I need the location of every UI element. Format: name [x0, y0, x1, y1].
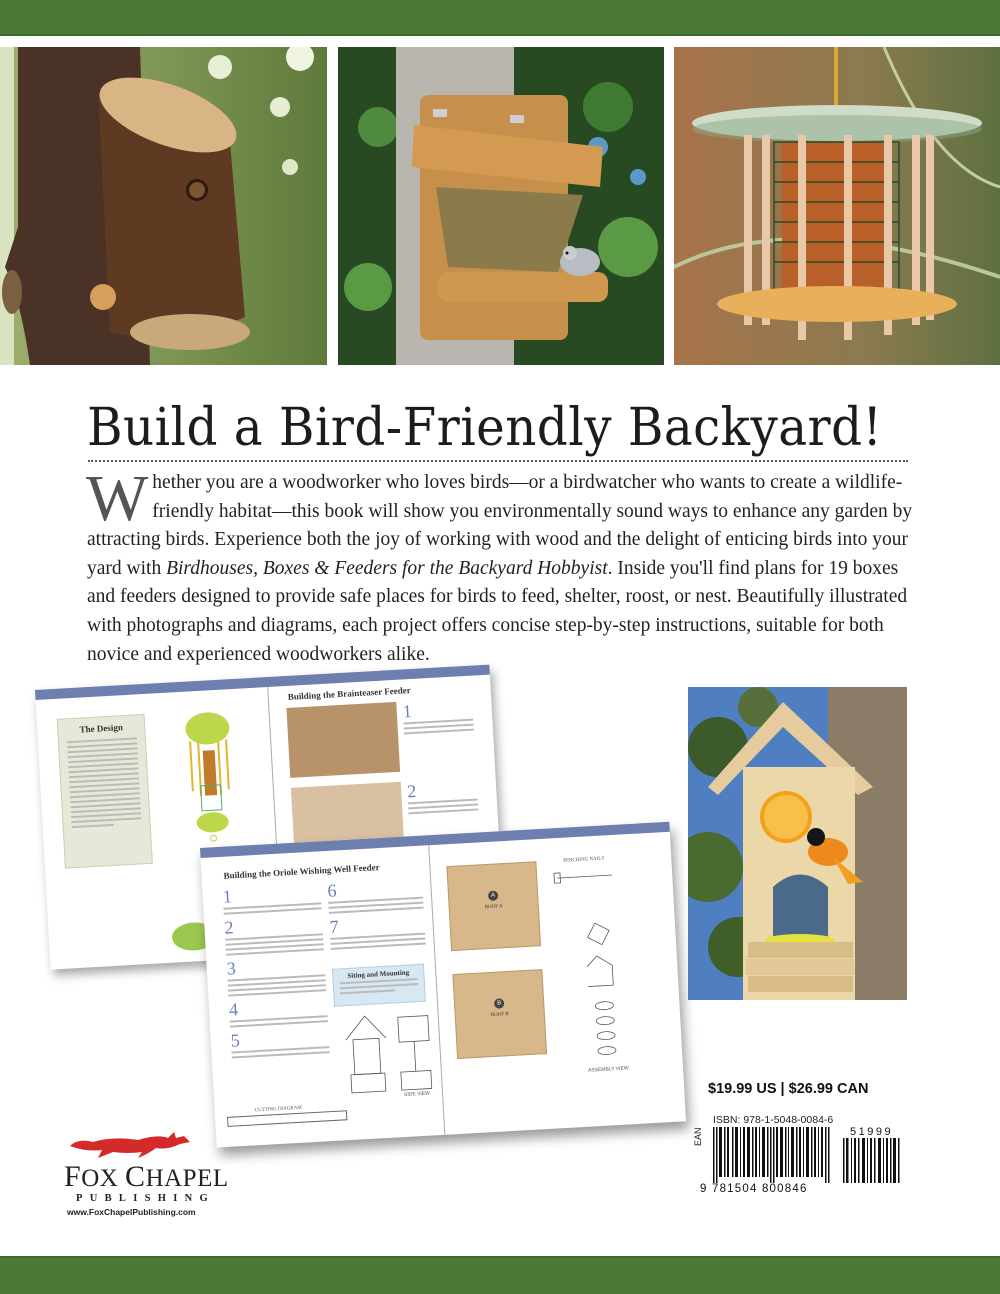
- log-birdhouse-photo: [0, 47, 327, 365]
- oriole-feeder-photo: [688, 687, 907, 1000]
- publisher-url[interactable]: www.FoxChapelPublishing.com: [67, 1207, 196, 1217]
- assembly-view-label: ASSEMBLY VIEW: [587, 1065, 629, 1074]
- top-green-band: [0, 0, 1000, 36]
- step-1-text: 1: [402, 698, 474, 738]
- spread-header-bar: [35, 665, 490, 700]
- cutting-diagram: [227, 1110, 347, 1127]
- description-paragraph: [86, 462, 927, 669]
- headline: Build a Bird-Friendly Backyard!: [87, 398, 883, 458]
- brainteaser-page-title: Building the Brainteaser Feeder: [287, 685, 411, 702]
- dropcap-letter: W: [86, 462, 149, 535]
- perching-nails-label: PERCHING NAILS: [563, 856, 605, 864]
- brainteaser-feeder-photo: [674, 47, 1000, 365]
- wishing-well-diagram: [340, 1010, 440, 1100]
- siting-sidebar: [332, 964, 426, 1007]
- book-title: Birdhouses, Boxes & Feeders for the Backyard Hobbyist: [166, 557, 608, 579]
- hopper-feeder-photo: [338, 47, 664, 365]
- cutting-diagram-label: CUTTING DIAGRAM: [254, 1105, 302, 1114]
- bottom-green-band: [0, 1256, 1000, 1294]
- step-1-photo: [286, 702, 400, 778]
- oriole-page-title: Building the Oriole Wishing Well Feeder: [223, 862, 380, 881]
- price-label: $19.99 US | $26.99 CAN: [708, 1081, 869, 1097]
- steps-column-right: 6 7: [327, 876, 426, 953]
- step-2-text: 2: [407, 777, 479, 817]
- publisher-logo[interactable]: [64, 1130, 229, 1217]
- price-addon-digits: 51999: [850, 1126, 894, 1138]
- assembly-diagram: [552, 863, 654, 1078]
- isbn-barcode: [713, 1127, 830, 1183]
- dotted-divider: [88, 460, 908, 462]
- description-text-part-1: hether you are a woodworker who loves birds—or a birdwatcher who wants to create a wildlife-friendly habitat—this book will show you environmentally sound ways to enhance any garden by attracting birds. Experience both the joy of working with wood and the delight of enticing birds into your yard with: [87, 472, 913, 579]
- design-sidebar: [57, 714, 153, 869]
- siting-sidebar-title: Siting and Mounting: [347, 968, 410, 980]
- publisher-subtitle: PUBLISHING: [76, 1193, 215, 1204]
- isbn-barcode-digits: 9 781504 800846: [700, 1183, 808, 1195]
- step-2-photo: [291, 782, 404, 843]
- side-view-label: SIDE VIEW: [403, 1090, 431, 1098]
- ean-label: EAN: [693, 1127, 703, 1146]
- price-addon-barcode: [843, 1138, 902, 1183]
- description-text-part-2: . Inside you'll find plans for 19 boxes and feeders designed to provide safe places for birds to feed, shelter, roost, or nest. Beautifully illustrated with photographs and diagrams, each project offers concise step-by-step instructions, suitable for both novice and experienced woodworkers alike.: [87, 557, 908, 665]
- isbn-label: ISBN: 978-1-5048-0084-6: [713, 1114, 834, 1126]
- design-sidebar-title: The Design: [79, 722, 124, 735]
- roof-b-pattern: B ROOF B: [452, 969, 547, 1059]
- fox-icon: [68, 1130, 193, 1160]
- roof-a-pattern: A ROOF A: [446, 861, 541, 951]
- book-spread-oriole: [200, 822, 686, 1148]
- publisher-name: FOX CHAPEL: [64, 1160, 229, 1193]
- steps-column-left: 1 2 3 4 5: [222, 881, 330, 1061]
